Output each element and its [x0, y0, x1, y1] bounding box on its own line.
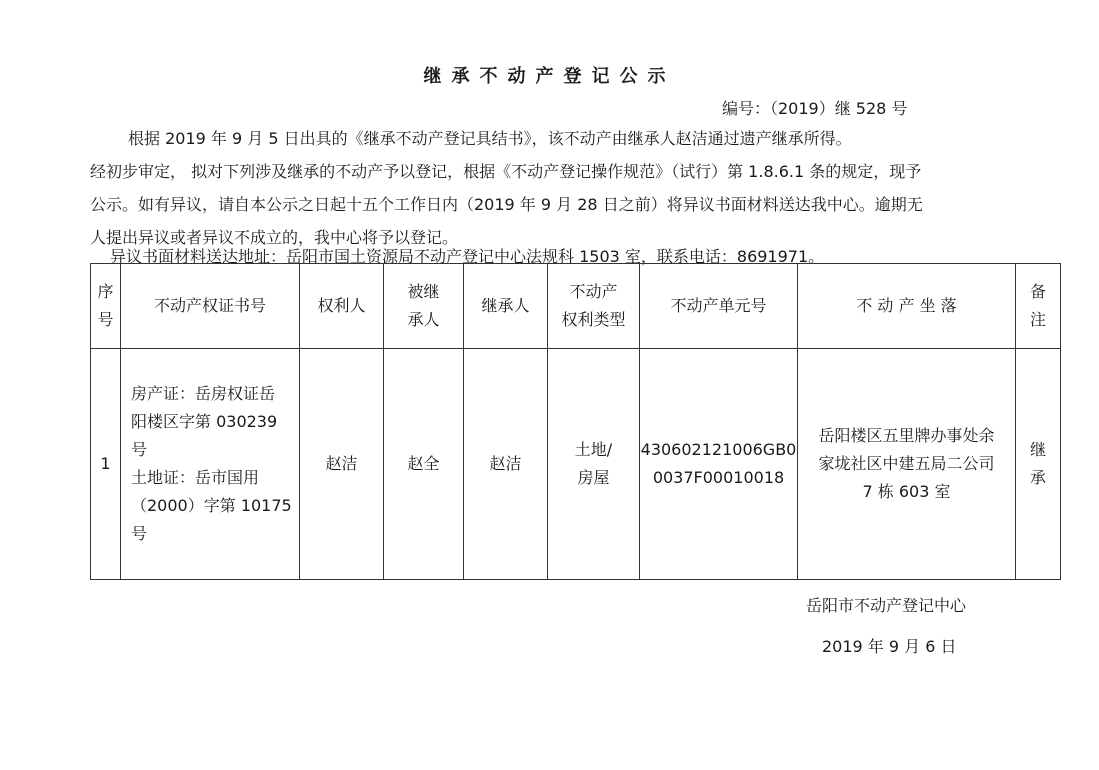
- header-location: 不 动 产 坐 落: [798, 264, 1016, 349]
- table-row: [91, 349, 1061, 580]
- header-heir: 继承人: [464, 264, 548, 349]
- cert-no-line: （2000）字第 10175: [131, 496, 292, 515]
- cell-owner: 赵洁: [300, 349, 384, 580]
- location-line: 家垅社区中建五局二公司: [818, 454, 995, 473]
- cert-no-line: 阳楼区字第 030239: [131, 412, 278, 431]
- registration-table: [90, 263, 1061, 580]
- header-unit-no: 不动产单元号: [640, 264, 798, 349]
- header-decedent: [384, 264, 464, 349]
- cell-remark: [1016, 349, 1061, 580]
- header-seq-line: 序: [97, 282, 114, 301]
- header-seq-line: 号: [97, 310, 114, 329]
- header-right-type-line: 权利类型: [561, 310, 626, 329]
- location-line: 7 栋 603 室: [862, 482, 951, 501]
- header-right-type: [548, 264, 640, 349]
- cert-no-line: 房产证：岳房权证岳: [131, 384, 276, 403]
- paragraph-line-4: 人提出异议或者异议不成立的，我中心将予以登记。: [90, 228, 459, 247]
- cell-decedent: 赵全: [384, 349, 464, 580]
- header-remark-line: 注: [1029, 310, 1046, 329]
- header-decedent-line: 被继: [407, 282, 440, 301]
- cell-seq: 1: [91, 349, 121, 580]
- cell-heir: 赵洁: [464, 349, 548, 580]
- unit-no-line: 430602121006GB0: [640, 440, 797, 459]
- header-seq: [91, 264, 121, 349]
- paragraph-line-2: 经初步审定， 拟对下列涉及继承的不动产予以登记，根据《不动产登记操作规范》（试行）第 1.8.6.1 条的规定，现予: [90, 162, 922, 181]
- right-type-line: 土地/: [574, 440, 613, 459]
- remark-line: 继: [1029, 440, 1046, 459]
- header-remark-line: 备: [1029, 282, 1046, 301]
- header-decedent-line: 承人: [407, 310, 440, 329]
- cert-no-line: 土地证：岳市国用: [131, 468, 260, 487]
- cell-unit-no: [640, 349, 798, 580]
- cell-right-type: [548, 349, 640, 580]
- cell-location: [798, 349, 1016, 580]
- header-right-type-line: 不动产: [569, 282, 618, 301]
- cell-cert-no: [121, 349, 300, 580]
- document-title: 继承不动产登记公示: [423, 66, 676, 87]
- cert-no-line: 号: [131, 524, 148, 543]
- cert-no-line: 号: [131, 440, 148, 459]
- document-number: 编号：（2019）继 528 号: [722, 99, 908, 118]
- right-type-line: 房屋: [577, 468, 610, 487]
- location-line: 岳阳楼区五里牌办事处余: [818, 426, 995, 445]
- header-remark: [1016, 264, 1061, 349]
- unit-no-line: 0037F00010018: [652, 468, 785, 487]
- table-header-row: [91, 264, 1061, 349]
- objection-address-line: 异议书面材料送达地址：岳阳市国土资源局不动产登记中心法规科 1503 室，联系电话：8691971。: [110, 247, 825, 266]
- paragraph-line-3: 公示。如有异议，请自本公示之日起十五个工作日内（2019 年 9 月 28 日之前）将异议书面材料送达我中心。逾期无: [90, 195, 923, 214]
- issue-date: 2019 年 9 月 6 日: [822, 637, 957, 656]
- remark-line: 承: [1029, 468, 1046, 487]
- paragraph-line-1: 根据 2019 年 9 月 5 日出具的《继承不动产登记具结书》，该不动产由继承人赵洁通过遗产继承所得。: [128, 129, 852, 148]
- header-cert-no: 不动产权证书号: [121, 264, 300, 349]
- header-owner: 权利人: [300, 264, 384, 349]
- issuing-organization: 岳阳市不动产登记中心: [806, 596, 967, 615]
